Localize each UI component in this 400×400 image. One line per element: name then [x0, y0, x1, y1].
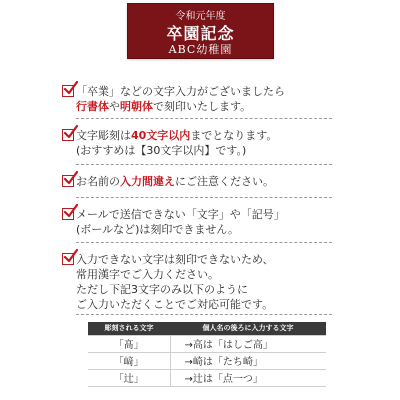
highlight-text: 明朝体 — [120, 100, 153, 113]
dashed-divider — [76, 314, 332, 315]
table-cell-input: →崎は「たち崎」 — [170, 352, 326, 369]
note-line — [76, 207, 396, 222]
table-cell-input: →辻は「点一つ」 — [170, 369, 326, 386]
note-text: にご注意ください。 — [175, 175, 274, 188]
note-line — [76, 174, 396, 189]
note-text: や — [109, 100, 120, 113]
header-year: 令和元年度 — [175, 11, 226, 22]
note-text: お名前の — [76, 175, 120, 188]
table-cell-input: →高は「はしご高」 — [170, 335, 326, 352]
note-line — [76, 99, 396, 114]
note-text: 入力できない文字は刻印できないため、 — [76, 253, 274, 266]
header-plaque — [128, 4, 273, 58]
note-line — [76, 84, 396, 99]
highlight-text: 行書体 — [76, 100, 109, 113]
note-line — [76, 297, 396, 312]
note-text: ただし下記3文字のみ以下のように — [76, 283, 248, 296]
checkbox-icon — [62, 85, 74, 97]
character-table — [88, 322, 326, 387]
checkbox-icon — [62, 253, 74, 265]
note-item — [76, 174, 396, 189]
highlight-text: 40文字以内 — [131, 129, 191, 142]
table-cell-engraved: 「﨑」 — [88, 352, 170, 369]
note-line — [76, 267, 396, 282]
table-cell-engraved: 「髙」 — [88, 335, 170, 352]
note-text: 「卒業」などの文字入力がございましたら — [76, 85, 285, 98]
note-text: 文字彫刻は — [76, 129, 131, 142]
header-school: ABC幼稚園 — [168, 43, 233, 56]
table-cell-engraved: 「辻」 — [88, 369, 170, 386]
table-row — [88, 335, 326, 352]
note-item — [76, 252, 396, 312]
note-item — [76, 128, 396, 158]
table-row — [88, 352, 326, 369]
dashed-divider — [76, 197, 332, 198]
header-title: 卒園記念 — [166, 24, 235, 43]
dashed-divider — [76, 118, 332, 119]
note-text: (ボールなど)は刻印できません。 — [76, 223, 240, 236]
note-item — [76, 207, 396, 237]
note-text: ご入力いただくことでご対応可能です。 — [76, 298, 274, 311]
table-row — [88, 369, 326, 386]
note-item — [76, 84, 396, 114]
note-line — [76, 222, 396, 237]
table-header-engraved: 彫刻される文字 — [88, 322, 170, 335]
highlight-text: 入力間違え — [120, 175, 175, 188]
note-text: (おすすめは【30文字以内】です。) — [76, 144, 247, 157]
note-line — [76, 143, 396, 158]
table-header-row — [88, 322, 326, 335]
note-text: メールで送信できない「文字」や「記号」 — [76, 208, 285, 221]
note-text: で刻印いたします。 — [153, 100, 252, 113]
note-line — [76, 282, 396, 297]
checkbox-icon — [62, 175, 74, 187]
dashed-divider — [76, 164, 332, 165]
checkbox-icon — [62, 208, 74, 220]
note-line — [76, 128, 396, 143]
note-text: までとなります。 — [190, 129, 278, 142]
table-header-input: 個人名の後ろに入力する文字 — [170, 322, 326, 335]
note-line — [76, 252, 396, 267]
dashed-divider — [76, 242, 332, 243]
note-text: 常用漢字でご入力ください。 — [76, 268, 219, 281]
checkbox-icon — [62, 129, 74, 141]
